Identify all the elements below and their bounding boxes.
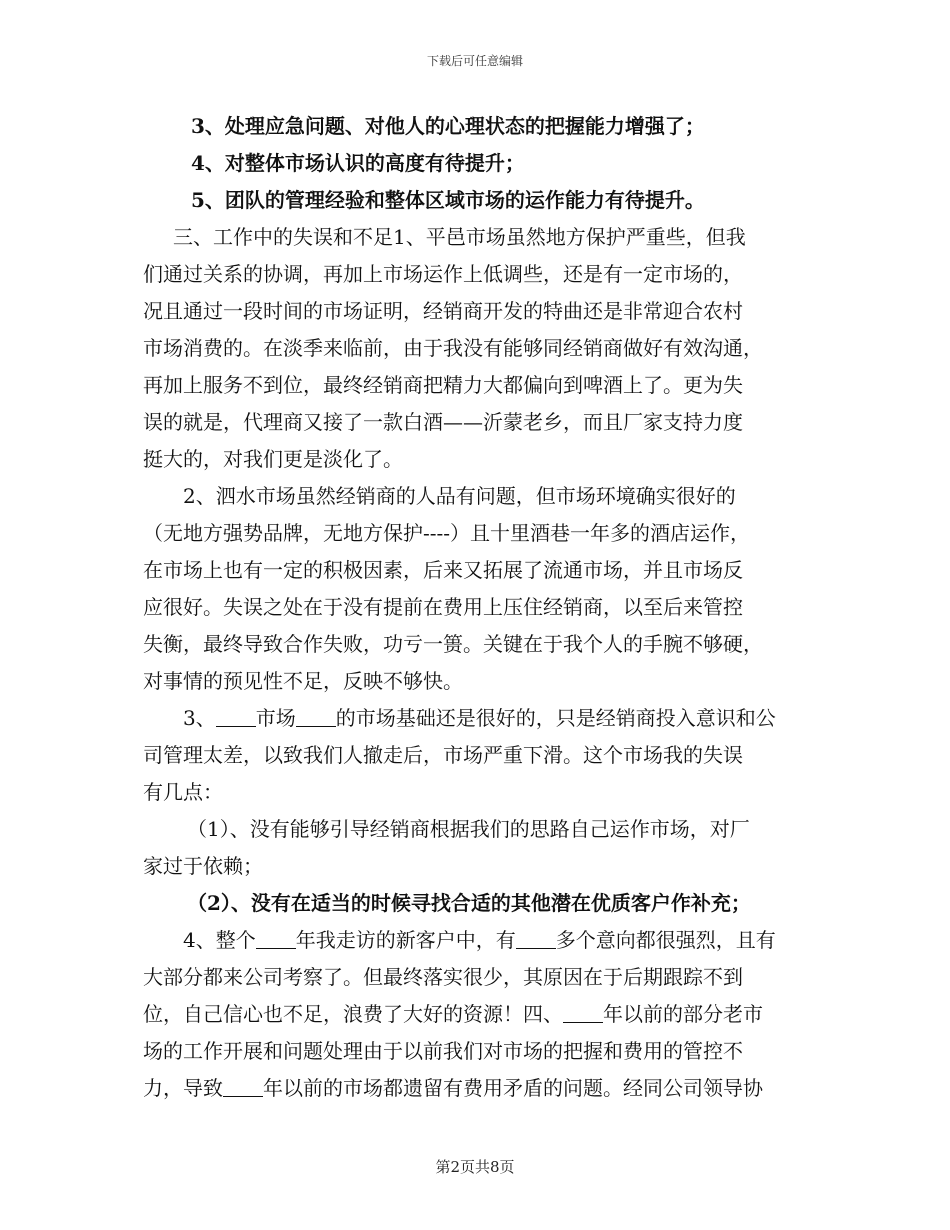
- paragraph-line: 3、处理应急问题、对他人的心理状态的把握能力增强了；: [191, 114, 705, 138]
- text-span: 3、: [183, 706, 216, 730]
- blank-underline: [256, 930, 296, 949]
- paragraph-line: 况且通过一段时间的市场证明，经销商开发的特曲还是非常迎合农村: [143, 299, 743, 323]
- paragraph-line: （无地方强势品牌，无地方保护----）且十里酒巷一年多的酒店运作，: [143, 521, 751, 545]
- text-span: 4、整个: [183, 928, 256, 952]
- paragraph-line: 三、工作中的失误和不足1、平邑市场虽然地方保护严重些，但我: [173, 225, 746, 249]
- paragraph-line: 4、对整体市场认识的高度有待提升；: [191, 151, 525, 175]
- paragraph-line: 误的就是，代理商又接了一款白酒——沂蒙老乡，而且厂家支持力度: [143, 410, 743, 434]
- text-span: 年以前的市场都遗留有费用矛盾的问题。经同公司领导协: [263, 1076, 763, 1100]
- paragraph-line: 挺大的，对我们更是淡化了。: [143, 447, 403, 471]
- paragraph-line: 们通过关系的协调，再加上市场运作上低调些，还是有一定市场的，: [143, 262, 743, 286]
- paragraph-line: 2、泗水市场虽然经销商的人品有问题，但市场环境确实很好的: [183, 484, 736, 508]
- paragraph-line: [143, 700, 808, 737]
- text-span: 多个意向都很强烈，且有: [555, 928, 776, 952]
- paragraph-line: （2）、没有在适当的时候寻找合适的其他潜在优质客户作补充；: [187, 891, 751, 915]
- paragraph-line: 再加上服务不到位，最终经销商把精力大都偏向到啤酒上了。更为失: [143, 373, 743, 397]
- text-span: 位，自己信心也不足，浪费了大好的资源！四、: [143, 1002, 563, 1026]
- blank-underline: [216, 708, 256, 727]
- paragraph-line: 5、团队的管理经验和整体区域市场的运作能力有待提升。: [191, 188, 705, 212]
- paragraph-line: 对事情的预见性不足，反映不够快。: [143, 669, 463, 693]
- text-span: 市场: [255, 706, 296, 730]
- text-span: 年我走访的新客户中，有: [295, 928, 516, 952]
- paragraph-line: 场的工作开展和问题处理由于以前我们对市场的把握和费用的管控不: [143, 1039, 743, 1063]
- paragraph-line: 应很好。失误之处在于没有提前在费用上压住经销商，以至后来管控: [143, 595, 743, 619]
- blank-underline: [223, 1078, 263, 1097]
- text-span: 的市场基础还是很好的，只是经销商投入意识和公: [335, 706, 776, 730]
- paragraph-line: 司管理太差，以致我们人撤走后，市场严重下滑。这个市场我的失误: [143, 743, 743, 767]
- paragraph-line: 家过于依赖；: [143, 854, 263, 878]
- blank-underline: [516, 930, 556, 949]
- paragraph-line: [143, 922, 808, 959]
- blank-underline: [296, 708, 336, 727]
- paragraph-line: 市场消费的。在淡季来临前，由于我没有能够同经销商做好有效沟通，: [143, 336, 763, 360]
- blank-underline: [563, 1004, 603, 1023]
- paragraph-line: 大部分都来公司考察了。但最终落实很少，其原因在于后期跟踪不到: [143, 965, 743, 989]
- document-body: [143, 108, 808, 1107]
- paragraph-line: 失衡，最终导致合作失败，功亏一篑。关键在于我个人的手腕不够硬，: [143, 632, 763, 656]
- paragraph-line: [143, 1070, 808, 1107]
- page-header: 下载后可任意编辑: [426, 54, 523, 68]
- paragraph-line: （1）、没有能够引导经销商根据我们的思路自己运作市场，对厂: [187, 817, 750, 841]
- page-number: 第2页共8页: [435, 1158, 515, 1176]
- text-span: 年以前的部分老市: [603, 1002, 763, 1026]
- paragraph-line: [143, 996, 808, 1033]
- text-span: 力，导致: [143, 1076, 223, 1100]
- paragraph-line: 在市场上也有一定的积极因素，后来又拓展了流通市场，并且市场反: [143, 558, 743, 582]
- paragraph-line: 有几点：: [143, 780, 223, 804]
